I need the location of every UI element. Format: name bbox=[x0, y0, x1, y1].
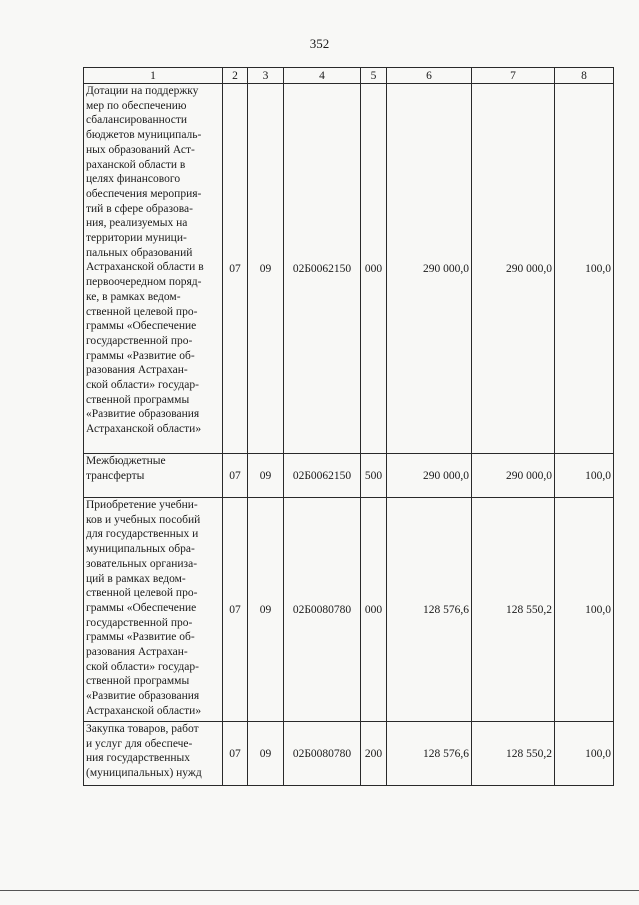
table-row bbox=[84, 454, 614, 498]
table-row bbox=[84, 84, 614, 454]
cell-section: 07 bbox=[223, 84, 248, 454]
row-description: Закупка товаров, работ и услуг для обеспече- ния государственных (муниципальных) нужд bbox=[84, 722, 223, 786]
cell-expense-type: 200 bbox=[361, 722, 387, 786]
cell-actual-amount: 128 550,2 bbox=[472, 498, 555, 722]
header-col-3: 3 bbox=[248, 68, 284, 84]
cell-expense-type: 000 bbox=[361, 84, 387, 454]
cell-subsection: 09 bbox=[248, 454, 284, 498]
header-col-2: 2 bbox=[223, 68, 248, 84]
cell-target-article: 02Б0080780 bbox=[284, 498, 361, 722]
header-col-8: 8 bbox=[555, 68, 614, 84]
cell-planned-amount: 128 576,6 bbox=[387, 722, 472, 786]
cell-percent: 100,0 bbox=[555, 84, 614, 454]
cell-target-article: 02Б0062150 bbox=[284, 454, 361, 498]
header-col-4: 4 bbox=[284, 68, 361, 84]
page-number: 352 bbox=[309, 36, 330, 51]
table-row bbox=[84, 722, 614, 786]
cell-subsection: 09 bbox=[248, 498, 284, 722]
cell-percent: 100,0 bbox=[555, 498, 614, 722]
cell-percent: 100,0 bbox=[555, 454, 614, 498]
header-col-7: 7 bbox=[472, 68, 555, 84]
cell-subsection: 09 bbox=[248, 722, 284, 786]
cell-actual-amount: 290 000,0 bbox=[472, 454, 555, 498]
page-bottom-rule bbox=[0, 890, 639, 891]
cell-actual-amount: 128 550,2 bbox=[472, 722, 555, 786]
cell-target-article: 02Б0080780 bbox=[284, 722, 361, 786]
cell-section: 07 bbox=[223, 454, 248, 498]
cell-section: 07 bbox=[223, 722, 248, 786]
row-description: Приобретение учебни- ков и учебных пособий для государственных и муниципальных обра- зовательных организа- ций в рамках ведом- ственной целевой про- граммы «Обеспечение государственной про- граммы «Развитие об- разования Астрахан- ской области» государ- ственной программы «Развитие образования Астраханской области» bbox=[84, 498, 223, 722]
row-description: Межбюджетные трансферты bbox=[84, 454, 223, 498]
header-col-6: 6 bbox=[387, 68, 472, 84]
cell-expense-type: 500 bbox=[361, 454, 387, 498]
cell-section: 07 bbox=[223, 498, 248, 722]
header-col-5: 5 bbox=[361, 68, 387, 84]
cell-planned-amount: 290 000,0 bbox=[387, 84, 472, 454]
cell-planned-amount: 290 000,0 bbox=[387, 454, 472, 498]
table-header-row bbox=[84, 68, 614, 84]
header-col-1: 1 bbox=[84, 68, 223, 84]
table-row bbox=[84, 498, 614, 722]
cell-percent: 100,0 bbox=[555, 722, 614, 786]
cell-expense-type: 000 bbox=[361, 498, 387, 722]
cell-subsection: 09 bbox=[248, 84, 284, 454]
cell-target-article: 02Б0062150 bbox=[284, 84, 361, 454]
cell-actual-amount: 290 000,0 bbox=[472, 84, 555, 454]
row-description: Дотации на поддержку мер по обеспечению сбалансированности бюджетов муниципаль- ных образований Аст- раханской области в целях финансового обеспечения мероприя- тий в сфере образова- ния, реализуемых на территории муници- пальных образований Астраханской области в первоочередном поряд- ке, в рамках ведом- ственной целевой про- граммы «Обеспечение государственной про- граммы «Развитие об- разования Астрахан- ской области» государ- ственной программы «Развитие образования Астраханской области» bbox=[84, 84, 223, 454]
cell-planned-amount: 128 576,6 bbox=[387, 498, 472, 722]
budget-table bbox=[83, 67, 614, 786]
